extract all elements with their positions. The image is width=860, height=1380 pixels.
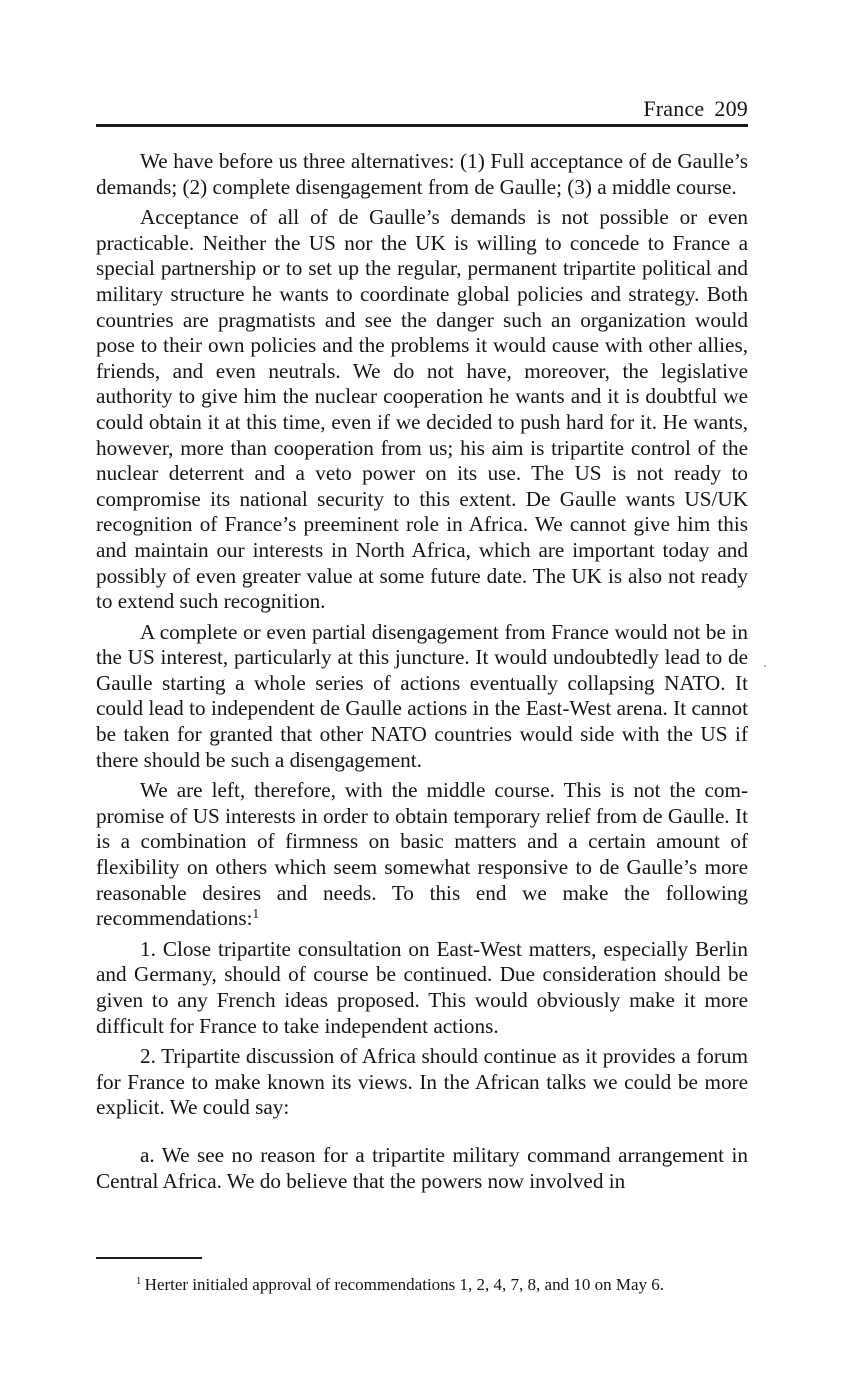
recommendation-1 [96, 937, 748, 1039]
paragraph-text: A complete or even partial disengagement from France would not be in the US interest, particularly at this juncture. It would undoubtedly lead to de Gaulle starting a whole series of actions eventually collapsing NATO. It could lead to independent de Gaulle actions in the East-West arena. It cannot be taken for granted that other NATO countries would side with the US if there should be such a disengagement. [96, 619, 748, 772]
paragraph-text: We are left, therefore, with the middle course. This is not the compromise of US interests in order to obtain temporary relief from de Gaulle. It is a combination of firmness on basic matters and a certain amount of flexibility on others which seem somewhat responsive to de Gaulle’s more reasonable desires and needs. To this end we make the following recommendations: [96, 778, 748, 931]
paragraph-text: 2. Tripartite discussion of Africa should continue as it provides a forum for France to make known its views. In the African talks we could be more explicit. We could say: [96, 1044, 748, 1120]
footnote-reference: 1 [252, 906, 260, 921]
sub-item-a [96, 1143, 748, 1194]
footnote-marker: 1 [136, 1276, 142, 1288]
footnote-text: Herter initialed approval of recommendations 1, 2, 4, 7, 8, and 10 on May 6. [144, 1275, 664, 1294]
paragraph-text: Acceptance of all of de Gaulle’s demands is not possible or even practicable. Neither the US nor the UK is willing to concede to France a special partnership or to set up the regular, permanent tripartite political and military structure he wants to coordinate global policies and strategy. Both countries are pragmatists and see the danger such an organization would pose to their own policies and the problems it would cause with other allies, friends, and even neutrals. We do not have, moreover, the legislative authority to give him the nuclear cooperation he wants and it is doubtful we could obtain it at this time, even if we decided to push hard for it. He wants, however, more than cooperation from us; his aim is tripartite control of the nuclear deterrent and a veto power on its use. The US is not ready to compromise its national security to this extent. De Gaulle wants US/UK recognition of France’s preeminent role in Africa. We cannot give him this and maintain our interests in North Africa, which are important today and possibly of even greater value at some future date. The UK is also not ready to extend such recognition. [96, 205, 748, 614]
running-title: France [643, 96, 705, 121]
page-number: 209 [714, 96, 748, 121]
header-rule [96, 124, 748, 127]
paragraph-text: 1. Close tripartite consultation on East-West matters, especially Berlin and Germany, should of course be continued. Due consideration should be given to any French ideas proposed. This would obviously make it more difficult for France to take independent actions. [96, 936, 748, 1038]
scan-speck [764, 665, 766, 667]
paragraph-text: a. We see no reason for a tripartite military command arrangement in Central Africa. We do believe that the powers now involved in [96, 1142, 748, 1193]
body-text [96, 149, 748, 1199]
paragraph-disengagement [96, 620, 748, 774]
paragraph-acceptance [96, 205, 748, 615]
paragraph-alternatives [96, 149, 748, 200]
recommendation-2 [96, 1044, 748, 1121]
footnote [136, 1274, 664, 1296]
footnote-rule [96, 1257, 202, 1259]
paragraph-text: We have before us three alternatives: (1) Full acceptance of de Gaulle’s demands; (2) complete disengagement from de Gaulle; (3) a middle course. [96, 149, 748, 199]
paragraph-middle-course [96, 778, 748, 932]
running-head [643, 96, 748, 122]
